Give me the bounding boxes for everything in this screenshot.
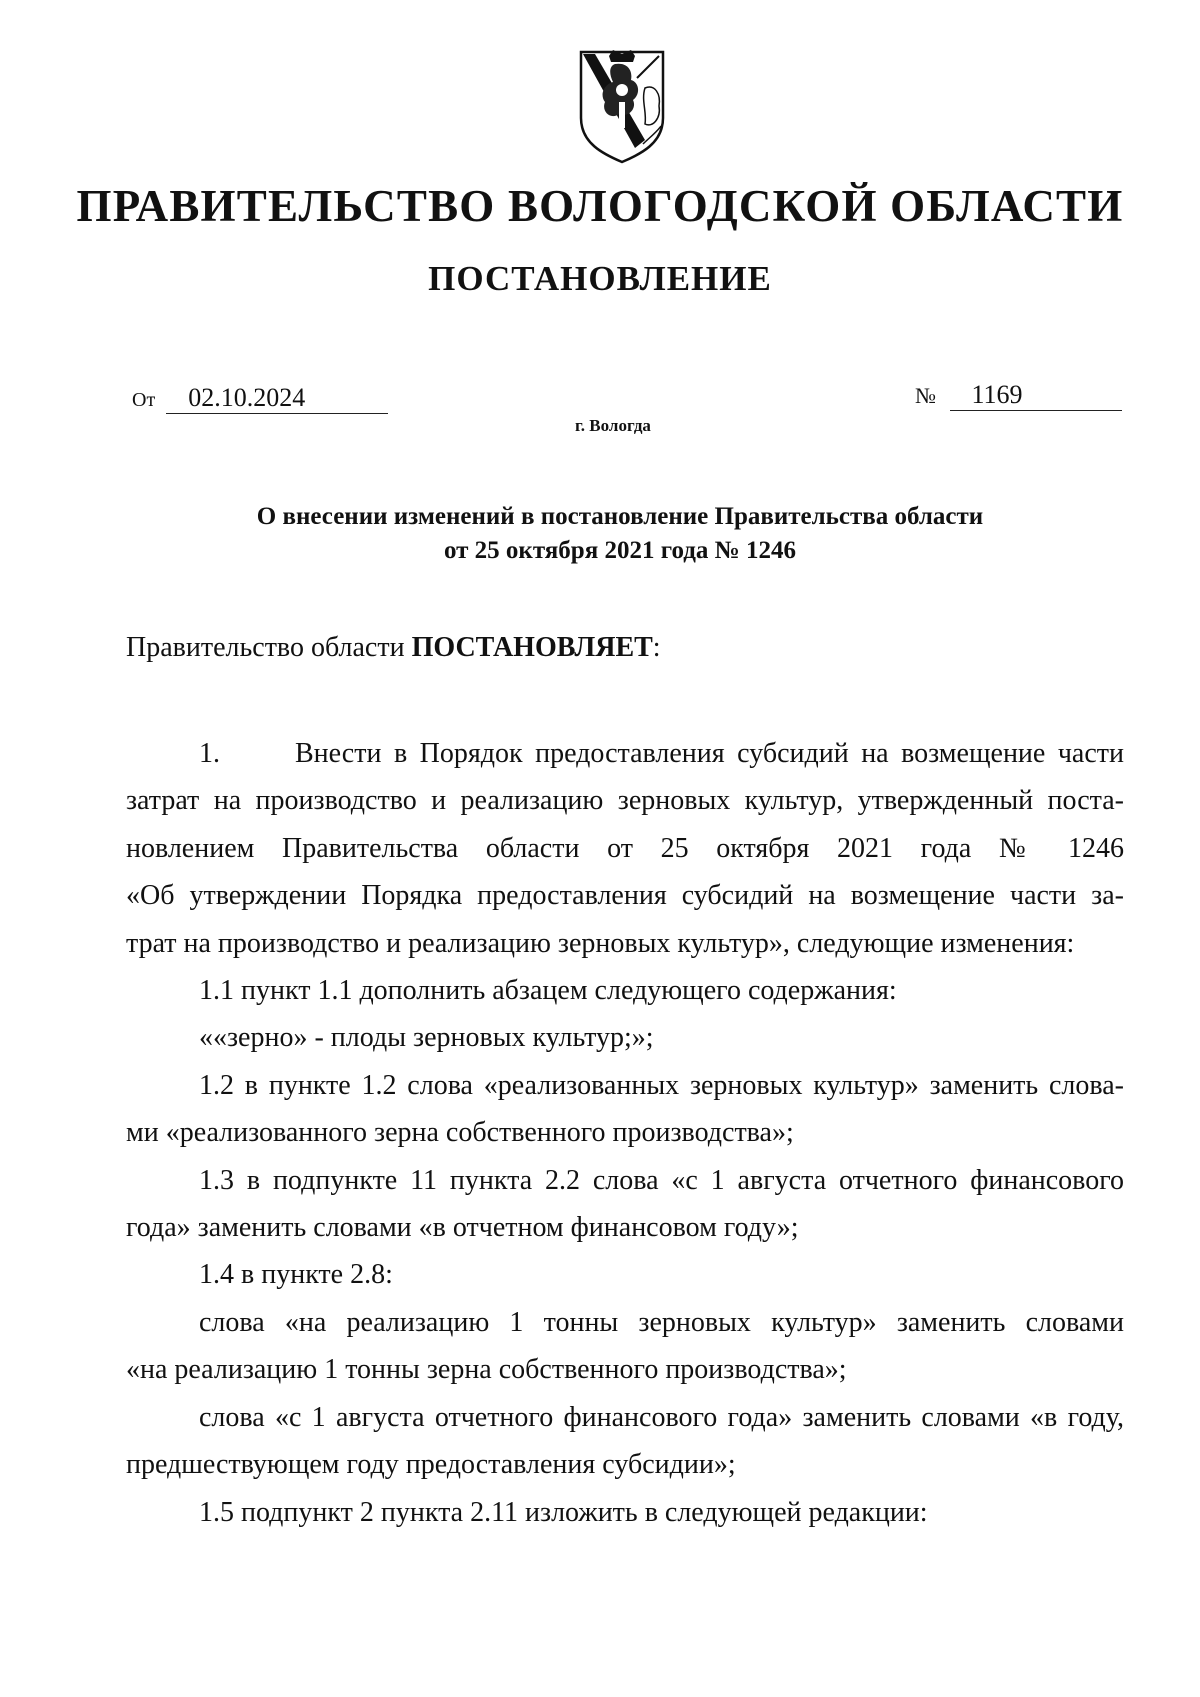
paragraph-1 xyxy=(126,730,1124,967)
number-row xyxy=(915,380,1122,411)
paragraph-1-line-4: «Об утверждении Порядка предоставления субсидий на возмещение части за- xyxy=(126,880,1124,912)
government-title: ПРАВИТЕЛЬСТВО ВОЛОГОДСКОЙ ОБЛАСТИ xyxy=(76,181,1124,231)
paragraph-7-line-1: слова «на реализацию 1 тонны зерновых культур» заменить словами xyxy=(199,1306,1124,1338)
paragraph-8 xyxy=(126,1394,1124,1489)
subject-line-1: О внесении изменений в постановление Правительства области xyxy=(256,503,984,530)
decree-line xyxy=(126,628,661,668)
document-date: 02.10.2024 xyxy=(166,383,388,414)
paragraph-2: 1.1 пункт 1.1 дополнить абзацем следующего содержания: xyxy=(199,975,897,1007)
decree-prefix: Правительство области xyxy=(126,632,412,663)
subject-line-2: от 25 октября 2021 года № 1246 xyxy=(443,537,797,564)
paragraph-3: ««зерно» - плоды зерновых культур;»; xyxy=(199,1022,654,1054)
paragraph-4-line-2: ми «реализованного зерна собственного производства»; xyxy=(126,1117,794,1149)
paragraph-7 xyxy=(126,1299,1124,1394)
coat-of-arms-icon xyxy=(575,48,669,166)
paragraph-1-line-5: трат на производство и реализацию зерновых культур», следующие изменения: xyxy=(126,927,1075,959)
document-body xyxy=(126,730,1124,1536)
paragraph-6: 1.4 в пункте 2.8: xyxy=(199,1259,393,1291)
city: г. Вологда xyxy=(575,416,651,435)
decree-word: ПОСТАНОВЛЯЕТ xyxy=(411,632,653,663)
date-prefix: От xyxy=(132,389,156,411)
date-row xyxy=(132,383,388,415)
paragraph-1-line-1: 1. Внести в Порядок предоставления субсидий на возмещение части xyxy=(199,738,1124,769)
paragraph-5-line-1: 1.3 в подпункте 11 пункта 2.2 слова «с 1 августа отчетного финансового xyxy=(199,1164,1124,1196)
paragraph-4 xyxy=(126,1062,1124,1157)
decree-suffix: : xyxy=(652,632,661,663)
number-prefix: № xyxy=(915,383,936,408)
paragraph-1-line-2: затрат на производство и реализацию зерновых культур, утвержденный поста- xyxy=(126,785,1124,817)
paragraph-5 xyxy=(126,1157,1124,1252)
paragraph-5-line-2: года» заменить словами «в отчетном финансовом году»; xyxy=(126,1212,799,1244)
paragraph-8-line-1: слова «с 1 августа отчетного финансового года» заменить словами «в году, xyxy=(199,1401,1124,1433)
paragraph-9: 1.5 подпункт 2 пункта 2.11 изложить в следующей редакции: xyxy=(199,1496,928,1528)
document-number: 1169 xyxy=(950,380,1122,411)
paragraph-8-line-2: предшествующем году предоставления субсидии»; xyxy=(126,1449,736,1481)
document-subject xyxy=(0,500,1200,568)
paragraph-7-line-2: «на реализацию 1 тонны зерна собственного производства»; xyxy=(126,1354,847,1386)
paragraph-1-line-3: новлением Правительства области от 25 октября 2021 года № 1246 xyxy=(126,832,1124,864)
document-type: ПОСТАНОВЛЕНИЕ xyxy=(428,259,772,298)
paragraph-4-line-1: 1.2 в пункте 1.2 слова «реализованных зерновых культур» заменить слова- xyxy=(199,1069,1124,1101)
